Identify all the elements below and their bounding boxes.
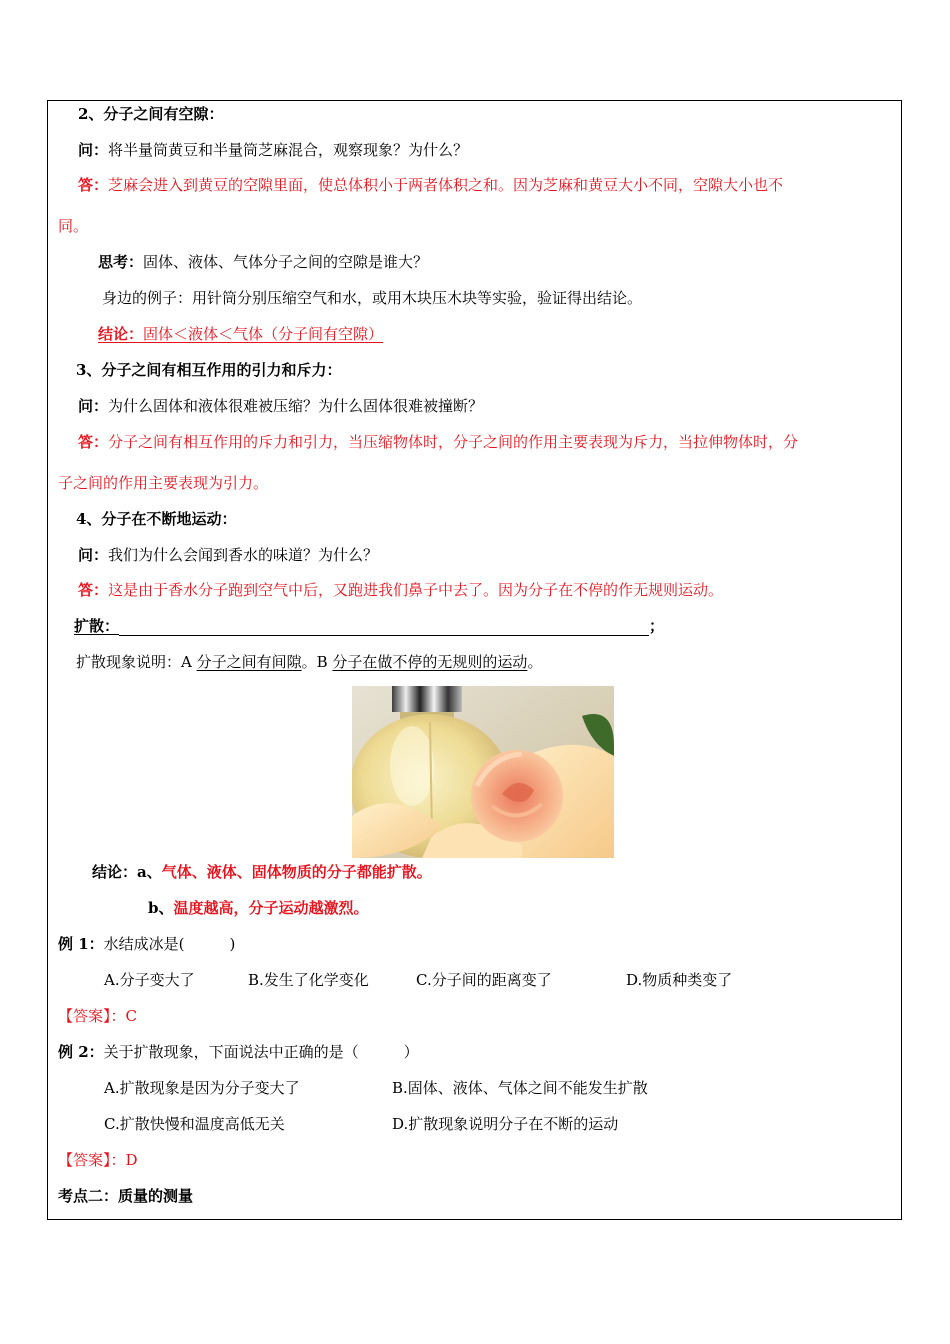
s2-think: 思考：固体、液体、气体分子之间的空隙是谁大？ [98, 253, 429, 271]
example-2-option-b: B.固体、液体、气体之间不能发生扩散 [392, 1079, 648, 1097]
fill-in-blank-line [119, 619, 649, 636]
s4-conclusion-b: b、温度越高，分子运动越激烈。 [148, 899, 369, 917]
example-2-option-a: A.扩散现象是因为分子变大了 [104, 1079, 300, 1097]
perfume-rose-illustration [352, 686, 614, 858]
s2-example: 身边的例子：用针筒分别压缩空气和水，或用木块压木块等实验，验证得出结论。 [102, 289, 643, 307]
s3-question: 问：为什么固体和液体很难被压缩？为什么固体很难被撞断？ [78, 397, 484, 415]
section-3-heading: 3、分子之间有相互作用的引力和斥力： [76, 361, 342, 379]
s2-answer-line2: 同。 [58, 217, 89, 235]
s4-question: 问：我们为什么会闻到香水的味道？为什么？ [78, 546, 379, 564]
s2-conclusion: 结论：固体＜液体＜气体（分子间有空隙） [98, 325, 384, 343]
example-1-option-a: A.分子变大了 [104, 971, 195, 989]
kaodian-2-heading: 考点二：质量的测量 [58, 1187, 194, 1205]
example-1-option-d: D.物质种类变了 [626, 971, 733, 989]
s4-diffusion-explain: 扩散现象说明：A 分子之间有间隙。B 分子在做不停的无规则的运动。 [76, 653, 543, 671]
section-2-heading: 2、分子之间有空隙： [78, 105, 224, 123]
s3-answer-line2: 子之间的作用主要表现为引力。 [58, 474, 269, 492]
s2-question: 问：将半量筒黄豆和半量筒芝麻混合，观察现象？为什么？ [78, 141, 469, 159]
s4-conclusion-a: 结论：a、气体、液体、固体物质的分子都能扩散。 [92, 863, 432, 881]
example-1-option-c: C.分子间的距离变了 [416, 971, 552, 989]
example-2-option-d: D.扩散现象说明分子在不断的运动 [392, 1115, 619, 1133]
example-2-stem: 例 2：关于扩散现象，下面说法中正确的是（ ） [58, 1043, 419, 1061]
example-1-answer: 【答案】：C [58, 1007, 137, 1025]
example-1-option-b: B.发生了化学变化 [248, 971, 369, 989]
s4-answer: 答：这是由于香水分子跑到空气中后，又跑进我们鼻子中去了。因为分子在不停的作无规则运动。 [78, 581, 724, 599]
section-4-heading: 4、分子在不断地运动： [76, 510, 237, 528]
example-2-answer: 【答案】：D [58, 1151, 138, 1169]
perfume-rose-photo [352, 686, 614, 858]
example-2-option-c: C.扩散快慢和温度高低无关 [104, 1115, 285, 1133]
s2-answer-line1: 答：芝麻会进入到黄豆的空隙里面，使总体积小于两者体积之和。因为芝麻和黄豆大小不同，空隙大小也不 [78, 176, 784, 194]
s4-diffusion-blank: 扩散： ； [74, 617, 665, 635]
s3-answer-line1: 答：分子之间有相互作用的斥力和引力，当压缩物体时，分子之间的作用主要表现为斥力，当拉伸物体时，分 [78, 433, 799, 451]
example-1-stem: 例 1：水结成冰是( ) [58, 935, 236, 953]
